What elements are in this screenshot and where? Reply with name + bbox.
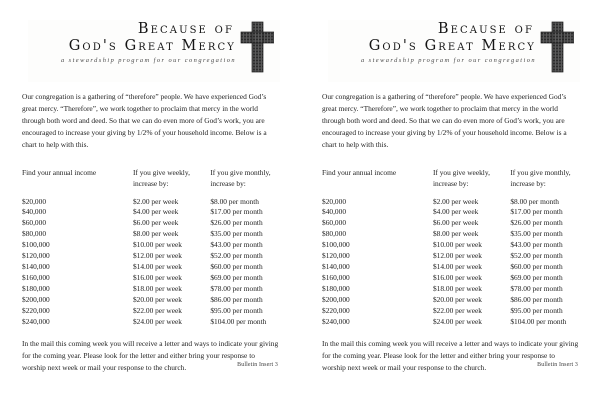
cell-income: $100,000 [322, 240, 350, 250]
table-row [322, 207, 580, 218]
cell-income: $120,000 [22, 251, 50, 261]
cell-weekly: $6.00 per week [132, 218, 179, 228]
column-header-monthly-line2: increase by: [510, 179, 546, 189]
cell-weekly: $16.00 per week [132, 273, 182, 283]
cell-income: $80,000 [22, 229, 47, 239]
table-header-row [22, 167, 280, 189]
cell-weekly: $10.00 per week [432, 240, 482, 250]
column-header-weekly-line2: increase by: [132, 179, 169, 189]
page-title-line-1: Because of [437, 21, 534, 37]
cell-income: $100,000 [22, 240, 50, 250]
table-row [322, 240, 580, 251]
table-row [322, 306, 580, 317]
cell-income: $220,000 [322, 306, 350, 316]
column-header-weekly-line1: If you give weekly, [432, 168, 490, 178]
table-header-spacer [22, 190, 280, 197]
cell-income: $40,000 [322, 207, 347, 217]
table-row [322, 284, 580, 295]
cell-income: $140,000 [322, 262, 350, 272]
cell-income: $200,000 [22, 295, 50, 305]
column-header-weekly [433, 167, 510, 189]
table-row [22, 273, 280, 284]
cell-weekly: $14.00 per week [132, 262, 182, 272]
cell-monthly: $95.00 per month [210, 306, 263, 316]
column-header-weekly-line2: increase by: [432, 179, 469, 189]
cell-monthly: $8.00 per month [510, 196, 559, 206]
cell-weekly: $18.00 per week [132, 284, 182, 294]
cell-income: $80,000 [322, 229, 347, 239]
cell-weekly: $12.00 per week [432, 251, 482, 261]
table-row [22, 317, 280, 328]
cross-icon [240, 21, 274, 73]
cell-monthly: $43.00 per month [210, 240, 263, 250]
table-header-spacer [322, 190, 580, 197]
page-title-line-2: God's Great Mercy [68, 38, 236, 55]
table-row [322, 229, 580, 240]
cell-weekly: $18.00 per week [432, 284, 482, 294]
cell-monthly: $60.00 per month [210, 262, 263, 272]
column-header-monthly-line2: increase by: [210, 179, 246, 189]
page-title-line-1: Because of [137, 21, 234, 37]
column-header-monthly-line1: If you give monthly, [210, 168, 271, 178]
cell-income: $180,000 [322, 284, 350, 294]
column-header-weekly [133, 167, 210, 189]
column-header-monthly [210, 167, 280, 189]
header-logo-block [328, 20, 580, 82]
cell-monthly: $86.00 per month [510, 295, 563, 305]
giving-chart-table [322, 167, 580, 328]
cell-monthly: $35.00 per month [210, 229, 263, 239]
intro-paragraph: Our congregation is a gathering of “therefore” people. We have experienced God’s great mercy. “Therefore”, we work together to proclaim that mercy in the world through both word and deed. So that we can do even more of God’s work, you are encouraged to increase your giving by 1/2% of your household income. Below is a chart to help with this. [22, 92, 267, 149]
cell-weekly: $20.00 per week [432, 295, 482, 305]
cell-monthly: $17.00 per month [510, 207, 563, 217]
table-row [22, 229, 280, 240]
giving-chart-table [22, 167, 280, 328]
page-subtitle: a stewardship program for our congregation [360, 57, 536, 65]
cell-income: $140,000 [22, 262, 50, 272]
footer-label: Bulletin Insert 3 [237, 362, 278, 368]
cell-income: $180,000 [22, 284, 50, 294]
cell-income: $60,000 [322, 218, 347, 228]
table-row [22, 218, 280, 229]
bulletin-insert-panel [300, 0, 600, 400]
cell-monthly: $69.00 per month [510, 273, 563, 283]
cell-monthly: $52.00 per month [210, 251, 263, 261]
cell-weekly: $16.00 per week [432, 273, 482, 283]
cell-monthly: $86.00 per month [210, 295, 263, 305]
cell-weekly: $4.00 per week [432, 207, 479, 217]
column-header-income [22, 167, 133, 189]
cell-weekly: $8.00 per week [132, 229, 179, 239]
table-body [22, 197, 280, 328]
page-subtitle: a stewardship program for our congregation [60, 57, 236, 65]
cell-monthly: $78.00 per month [210, 284, 263, 294]
column-header-monthly-line1: If you give monthly, [510, 168, 571, 178]
table-row [22, 207, 280, 218]
cell-monthly: $17.00 per month [210, 207, 263, 217]
column-header-weekly-line1: If you give weekly, [132, 168, 190, 178]
cell-income: $160,000 [322, 273, 350, 283]
table-row [22, 295, 280, 306]
closing-paragraph: In the mail this coming week you will receive a letter and ways to indicate your giving for the coming year. Please look for the letter and either bring your response to worship next week or mail your response to the church. [22, 338, 279, 372]
cell-income: $40,000 [22, 207, 47, 217]
cell-monthly: $95.00 per month [510, 306, 563, 316]
header-logo-block [28, 20, 280, 82]
cell-weekly: $4.00 per week [132, 207, 179, 217]
cell-weekly: $2.00 per week [432, 196, 479, 206]
cell-monthly: $104.00 per month [510, 317, 567, 327]
cell-income: $240,000 [22, 317, 50, 327]
closing-paragraph: In the mail this coming week you will receive a letter and ways to indicate your giving for the coming year. Please look for the letter and either bring your response to worship next week or mail your response to the church. [322, 338, 579, 372]
table-header [322, 167, 580, 196]
table-row [322, 251, 580, 262]
table-row [322, 197, 580, 208]
column-header-income [322, 167, 433, 189]
cell-monthly: $69.00 per month [210, 273, 263, 283]
table-row [22, 262, 280, 273]
cell-monthly: $78.00 per month [510, 284, 563, 294]
cell-monthly: $26.00 per month [510, 218, 563, 228]
cell-weekly: $12.00 per week [132, 251, 182, 261]
cell-monthly: $8.00 per month [210, 196, 259, 206]
cell-income: $160,000 [22, 273, 50, 283]
cell-weekly: $8.00 per week [432, 229, 479, 239]
table-row [22, 240, 280, 251]
cell-monthly: $60.00 per month [510, 262, 563, 272]
cross-icon [540, 21, 574, 73]
page-title-line-2: God's Great Mercy [368, 38, 536, 55]
table-row [22, 306, 280, 317]
cell-monthly: $35.00 per month [510, 229, 563, 239]
cell-income: $120,000 [322, 251, 350, 261]
intro-paragraph: Our congregation is a gathering of “therefore” people. We have experienced God’s great mercy. “Therefore”, we work together to proclaim that mercy in the world through both word and deed. So that we can do even more of God’s work, you are encouraged to increase your giving by 1/2% of your household income. Below is a chart to help with this. [322, 92, 567, 149]
cell-income: $240,000 [322, 317, 350, 327]
cell-weekly: $10.00 per week [132, 240, 182, 250]
column-header-income-line1: Find your annual income [322, 168, 397, 178]
cell-monthly: $104.00 per month [210, 317, 267, 327]
table-body [322, 197, 580, 328]
table-row [322, 295, 580, 306]
cell-income: $220,000 [22, 306, 50, 316]
cell-weekly: $2.00 per week [132, 196, 179, 206]
table-row [322, 218, 580, 229]
table-row [322, 262, 580, 273]
table-row [22, 251, 280, 262]
table-row [22, 197, 280, 208]
table-header-row [322, 167, 580, 189]
cell-weekly: $20.00 per week [132, 295, 182, 305]
cell-weekly: $22.00 per week [132, 306, 182, 316]
cell-weekly: $14.00 per week [432, 262, 482, 272]
cell-monthly: $43.00 per month [510, 240, 563, 250]
cell-weekly: $6.00 per week [432, 218, 479, 228]
table-header [22, 167, 280, 196]
table-row [322, 317, 580, 328]
cell-income: $20,000 [22, 196, 47, 206]
cell-monthly: $26.00 per month [210, 218, 263, 228]
cell-income: $200,000 [322, 295, 350, 305]
table-row [22, 284, 280, 295]
cell-weekly: $24.00 per week [132, 317, 182, 327]
table-row [322, 273, 580, 284]
column-header-monthly [510, 167, 580, 189]
cell-weekly: $22.00 per week [432, 306, 482, 316]
cell-weekly: $24.00 per week [432, 317, 482, 327]
column-header-income-line1: Find your annual income [22, 168, 97, 178]
cell-monthly: $52.00 per month [510, 251, 563, 261]
footer-label: Bulletin Insert 3 [537, 362, 578, 368]
cell-income: $60,000 [22, 218, 47, 228]
cell-income: $20,000 [322, 196, 347, 206]
